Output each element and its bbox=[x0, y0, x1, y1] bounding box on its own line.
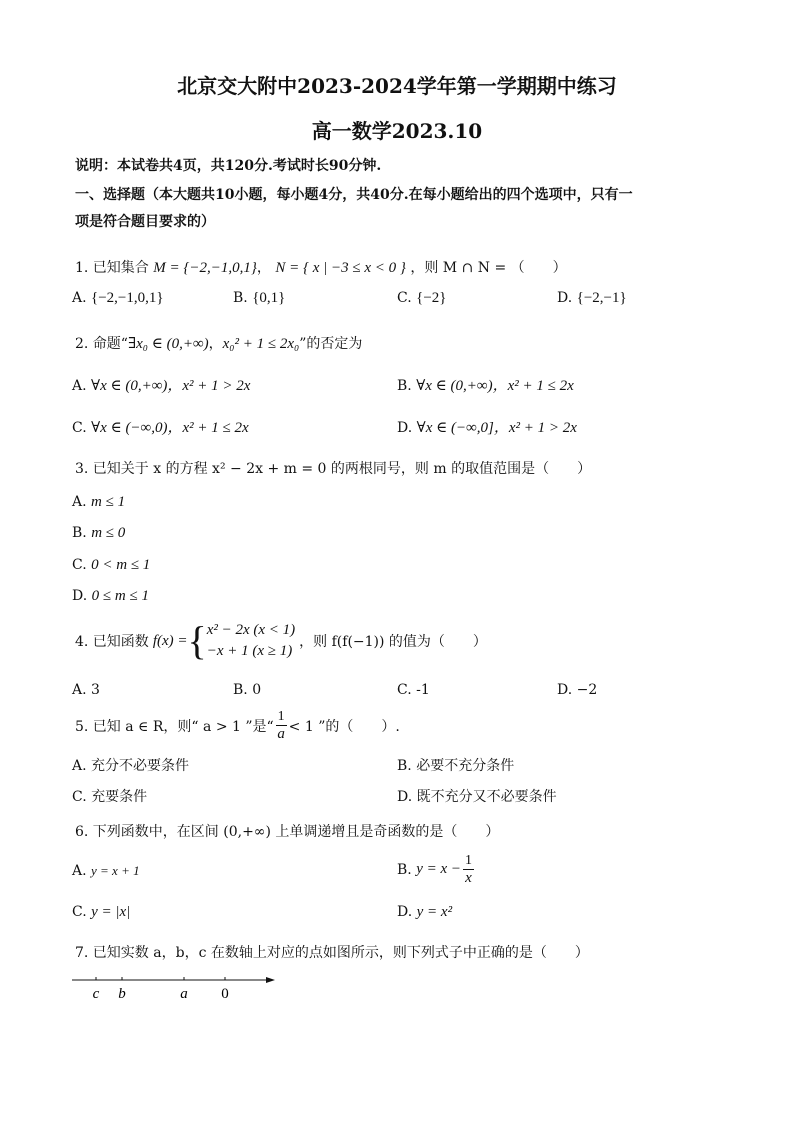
q6-option-d: D. y = x² bbox=[397, 904, 453, 920]
q4-piecewise: x² − 2x (x < 1) −x + 1 (x ≥ 1) bbox=[206, 622, 296, 659]
q2-option-b: B. ∀x ∈ (0,+∞)，x² + 1 ≤ 2x bbox=[397, 378, 574, 394]
label-a: a bbox=[180, 986, 188, 1002]
instructions: 说明：本试卷共4页，共120分.考试时长90分钟. bbox=[75, 158, 382, 174]
q4-stem: 4. 已知函数 f(x) = { x² − 2x (x < 1) −x + 1 (x ≥ 1) ，则 f(f(−1)) 的值为（ ） bbox=[75, 618, 487, 663]
label-c: c bbox=[92, 986, 100, 1002]
q3-option-c: C. 0 < m ≤ 1 bbox=[72, 557, 151, 573]
q7-stem: 7. 已知实数 a，b，c 在数轴上对应的点如图所示，则下列式子中正确的是（ ） bbox=[75, 945, 589, 961]
label-zero: 0 bbox=[221, 986, 229, 1002]
q1-option-d: D. {−2,−1} bbox=[557, 290, 627, 306]
q5-stem: 5. 已知 a ∈ R，则“ a > 1 ”是“ $\frac{1}{a}$ < 1 ”的（ ）. bbox=[75, 709, 400, 742]
q1-option-c: C. {−2} bbox=[397, 290, 447, 306]
q4-option-d: D. −2 bbox=[557, 682, 598, 698]
q3-option-a: A. m ≤ 1 bbox=[72, 494, 126, 510]
q4-brace: { bbox=[187, 618, 207, 663]
number-line-figure bbox=[68, 970, 283, 1010]
q3-option-d: D. 0 ≤ m ≤ 1 bbox=[72, 588, 149, 604]
q6-stem: 6. 下列函数中，在区间 (0,+∞) 上单调递增且是奇函数的是（ ） bbox=[75, 824, 500, 840]
number-line-arrow bbox=[266, 977, 275, 983]
q1-option-b: B. {0,1} bbox=[233, 290, 286, 306]
q4-function: f(x) = bbox=[152, 632, 188, 649]
q5-fraction: $\frac{1}{a}$ bbox=[277, 709, 285, 742]
q2-option-d: D. ∀x ∈ (−∞,0]，x² + 1 > 2x bbox=[397, 420, 577, 436]
q5-option-b: B. 必要不充分条件 bbox=[397, 758, 515, 774]
q6-option-c: C. y = |x| bbox=[72, 904, 131, 920]
q3-stem: 3. 已知关于 x 的方程 x² − 2x + m = 0 的两根同号，则 m 的取值范围是（ ） bbox=[75, 461, 592, 477]
q1-stem: 1. 已知集合 M = {−2,−1,0,1}， N = { x | −3 ≤ x < 0 } ，则 M ∩ N = （ ） bbox=[75, 260, 567, 276]
q3-option-b: B. m ≤ 0 bbox=[72, 525, 126, 541]
section-heading-line1: 一、选择题（本大题共10小题，每小题4分，共40分.在每小题给出的四个选项中，只有一 bbox=[75, 187, 633, 203]
q6-option-b: B. y = x − $\frac{1}{x}$ bbox=[397, 853, 473, 886]
q4-option-c: C. -1 bbox=[397, 682, 430, 698]
q2-stem: 2. 命题“∃x₀ ∈ (0,+∞)，x₀² + 1 ≤ 2x₀”的否定为 bbox=[75, 336, 363, 352]
q2-option-c: C. ∀x ∈ (−∞,0)，x² + 1 ≤ 2x bbox=[72, 420, 249, 436]
q5-option-c: C. 充要条件 bbox=[72, 789, 148, 805]
exam-subtitle: 高一数学2023.10 bbox=[311, 119, 483, 143]
q4-option-a: A. 3 bbox=[72, 682, 100, 698]
q2-option-a: A. ∀x ∈ (0,+∞)，x² + 1 > 2x bbox=[72, 378, 251, 394]
exam-title: 北京交大附中2023-2024学年第一学期期中练习 bbox=[177, 74, 617, 98]
q5-option-d: D. 既不充分又不必要条件 bbox=[397, 789, 557, 805]
q5-option-a: A. 充分不必要条件 bbox=[72, 758, 190, 774]
q4-option-b: B. 0 bbox=[233, 682, 262, 698]
q1-option-a: A. {−2,−1,0,1} bbox=[72, 290, 164, 306]
q1-set-n: N = { x | −3 ≤ x < 0 } bbox=[275, 260, 406, 276]
label-b: b bbox=[118, 986, 126, 1002]
q1-set-m: M = {−2,−1,0,1} bbox=[153, 260, 257, 276]
q6-option-a: A. y = x + 1 bbox=[72, 863, 140, 879]
section-heading-line2: 项是符合题目要求的） bbox=[75, 214, 215, 230]
